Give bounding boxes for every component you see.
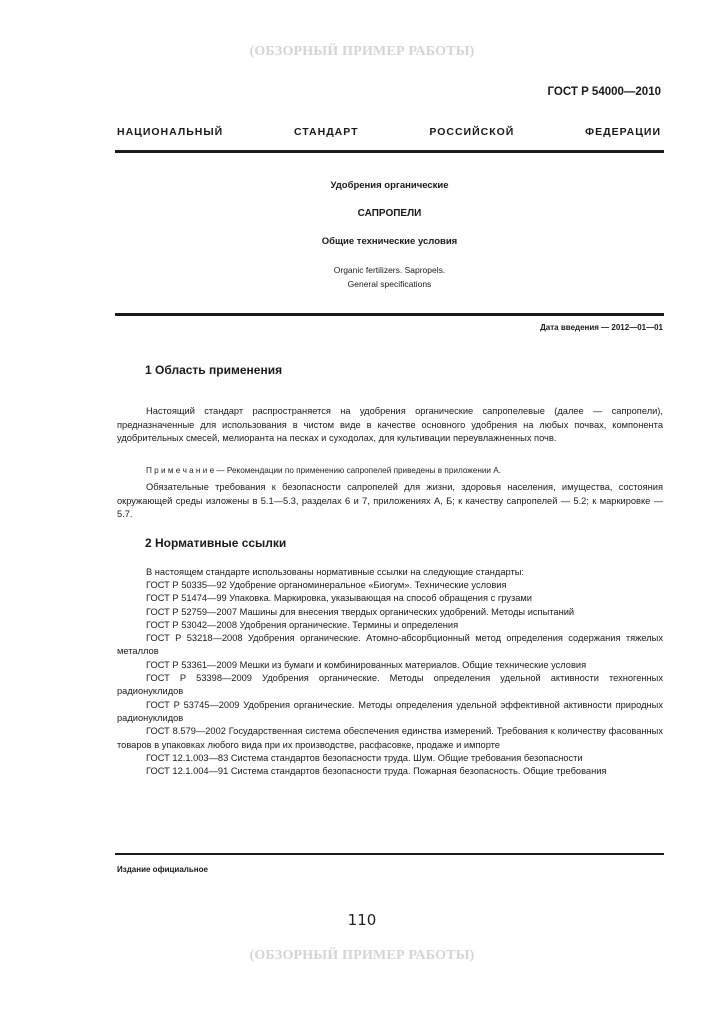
page-number: 110 [347,911,377,929]
reference-item: ГОСТ Р 53361—2009 Мешки из бумаги и комбинированных материалов. Общие технические условия [146,659,587,670]
section-2-title: 2 Нормативные ссылки [145,536,287,550]
reference-item: ГОСТ Р 52759—2007 Машины для внесения твердых органических удобрений. Методы испытаний [146,606,575,617]
english-title-line-1: Organic fertilizers. Sapropels. [333,265,446,275]
normative-references-list [117,579,663,778]
edition-label: Издание официальное [117,865,208,874]
standard-subtitle: Общие технические условия [321,236,458,247]
header-divider [115,150,664,153]
reference-item: ГОСТ 12.1.003—83 Система стандартов безопасности труда. Шум. Общие требования безопасности [146,752,583,763]
watermark-bottom: (ОБЗОРНЫЙ ПРИМЕР РАБОТЫ) [249,948,475,963]
effective-date: Дата введения — 2012—01—01 [540,323,663,332]
reference-item: ГОСТ 12.1.004—91 Система стандартов безопасности труда. Пожарная безопасность. Общие требования [146,766,607,777]
section-2-intro: В настоящем стандарте использованы нормативные ссылки на следующие стандарты: [146,567,525,577]
title-divider [115,313,664,316]
standard-header-title: НАЦИОНАЛЬНЫЙ СТАНДАРТ РОССИЙСКОЙ ФЕДЕРАЦИИ [117,126,661,138]
reference-item: ГОСТ Р 53398—2009 Удобрения органические. Методы определения удельной активности техногенных радионуклидов [117,673,663,697]
reference-item: ГОСТ Р 53745—2009 Удобрения органические. Методы определения удельной эффективной активности природных радионуклидов [117,699,663,723]
watermark-top: (ОБЗОРНЫЙ ПРИМЕР РАБОТЫ) [249,44,475,59]
document-code: ГОСТ Р 54000—2010 [547,86,661,98]
section-1-paragraph-2: Обязательные требования к безопасности сапропелей для жизни, здоровья населения, имущества, состояния окружающей среды изложены в 5.1—5.3, разделах 6 и 7, приложениях А, Б; к качеству сапропелей — 5.2; к маркировке — 5.7. [117,482,663,519]
footer-divider [115,853,664,855]
english-title-line-2: General specifications [347,279,432,289]
reference-item: ГОСТ Р 51474—99 Упаковка. Маркировка, указывающая на способ обращения с грузами [146,593,532,604]
reference-item: ГОСТ Р 53218—2008 Удобрения органические. Атомно-абсорбционный метод определения содержания тяжелых металлов [117,633,663,657]
standard-name: САПРОПЕЛИ [357,208,422,219]
reference-item: ГОСТ 8.579—2002 Государственная система обеспечения единства измерений. Требования к количеству фасованных товаров в упаковках любого вида при их производстве, расфасовке, продаже и импорте [117,726,663,750]
section-1-paragraph-1: Настоящий стандарт распространяется на удобрения органические сапропелевые (далее — сапропели), предназначенные для использования в чистом виде в качестве основного удобрения на любых почвах, компонента удобрительных смесей, мелиоранта на песках и суходолах, для культивации переувлажненных почв. [117,406,663,443]
standard-category: Удобрения органические [330,180,449,191]
section-1-title: 1 Область применения [145,363,283,377]
reference-item: ГОСТ Р 53042—2008 Удобрения органические. Термины и определения [146,619,459,630]
section-1-note: П р и м е ч а н и е — Рекомендации по применению сапропелей приведены в приложении А. [146,466,501,475]
reference-item: ГОСТ Р 50335—92 Удобрение органоминеральное «Биогум». Технические условия [146,580,507,590]
